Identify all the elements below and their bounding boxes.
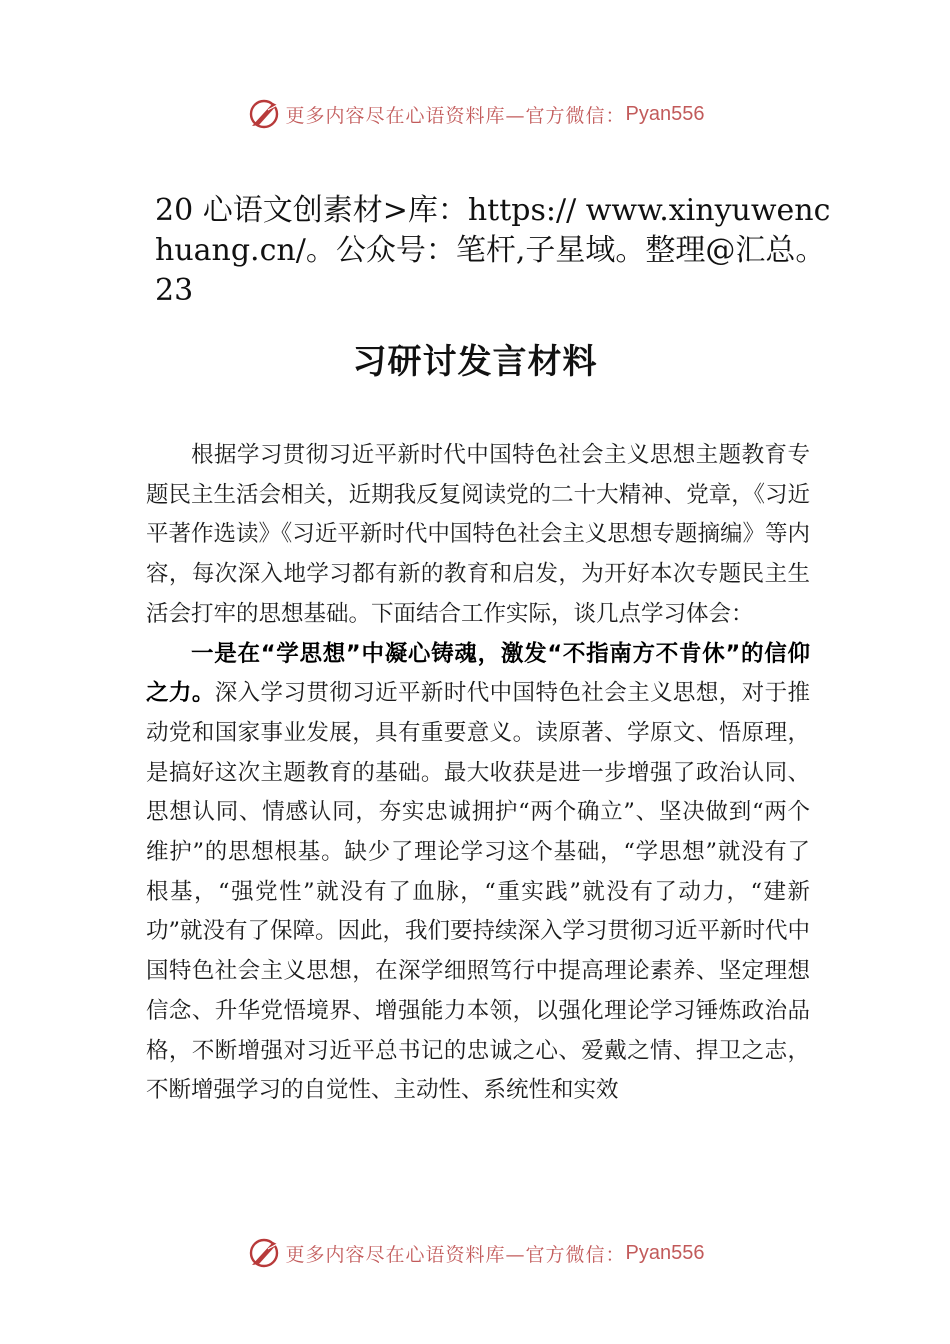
- quill-pen-icon: [246, 1235, 282, 1271]
- header-watermark-banner: [0, 92, 950, 136]
- header-wechat-id: Pyan556: [625, 102, 705, 125]
- intro-paragraph: 根据学习贯彻习近平新时代中国特色社会主义思想主题教育专题民主生活会相关，近期我反复阅读党的二十大精神、党章，《习近平著作选读》《习近平新时代中国特色社会主义思想专题摘编》等内容，每次深入地学习都有新的教育和启发，为开好本次专题民主生活会打牢的思想基础。下面结合工作实际，谈几点学习体会：: [146, 442, 810, 627]
- source-note: 20 心语文创素材>库：https:// www.xinyuwenchuang.cn/。公众号：笔杆,子星域。整理@汇总。23: [155, 193, 831, 308]
- footer-watermark-banner: [0, 1231, 950, 1275]
- document-body: [146, 436, 810, 1111]
- header-banner-text: 更多内容尽在心语资料库—官方微信：: [285, 104, 626, 127]
- footer-banner-text: 更多内容尽在心语资料库—官方微信：: [285, 1243, 626, 1266]
- section-1-paragraph: [146, 635, 810, 1111]
- section-1-heading: 一是在“学思想”中凝心铸魂，激发“不指南方不肯休”的信仰之力。: [146, 640, 810, 707]
- footer-wechat-id: Pyan556: [625, 1241, 705, 1264]
- quill-pen-icon: [246, 96, 282, 132]
- section-1-body: 深入学习贯彻习近平新时代中国特色社会主义思想，对于推动党和国家事业发展，具有重要意义。读原著、学原文、悟原理，是搞好这次主题教育的基础。最大收获是进一步增强了政治认同、思想认同、情感认同，夯实忠诚拥护“两个确立”、坚决做到“两个维护”的思想根基。缺少了理论学习这个基础，“学思想”就没有了根基，“强党性”就没有了血脉，“重实践”就没有了动力，“建新功”就没有了保障。因此，我们要持续深入学习贯彻习近平新时代中国特色社会主义思想，在深学细照笃行中提高理论素养、坚定理想信念、升华党悟境界、增强能力本领，以强化理论学习锤炼政治品格，不断增强对习近平总书记的忠诚之心、爱戴之情、捍卫之志，不断增强学习的自觉性、主动性、系统性和实效: [146, 680, 811, 1104]
- document-title: 习研讨发言材料: [352, 342, 598, 382]
